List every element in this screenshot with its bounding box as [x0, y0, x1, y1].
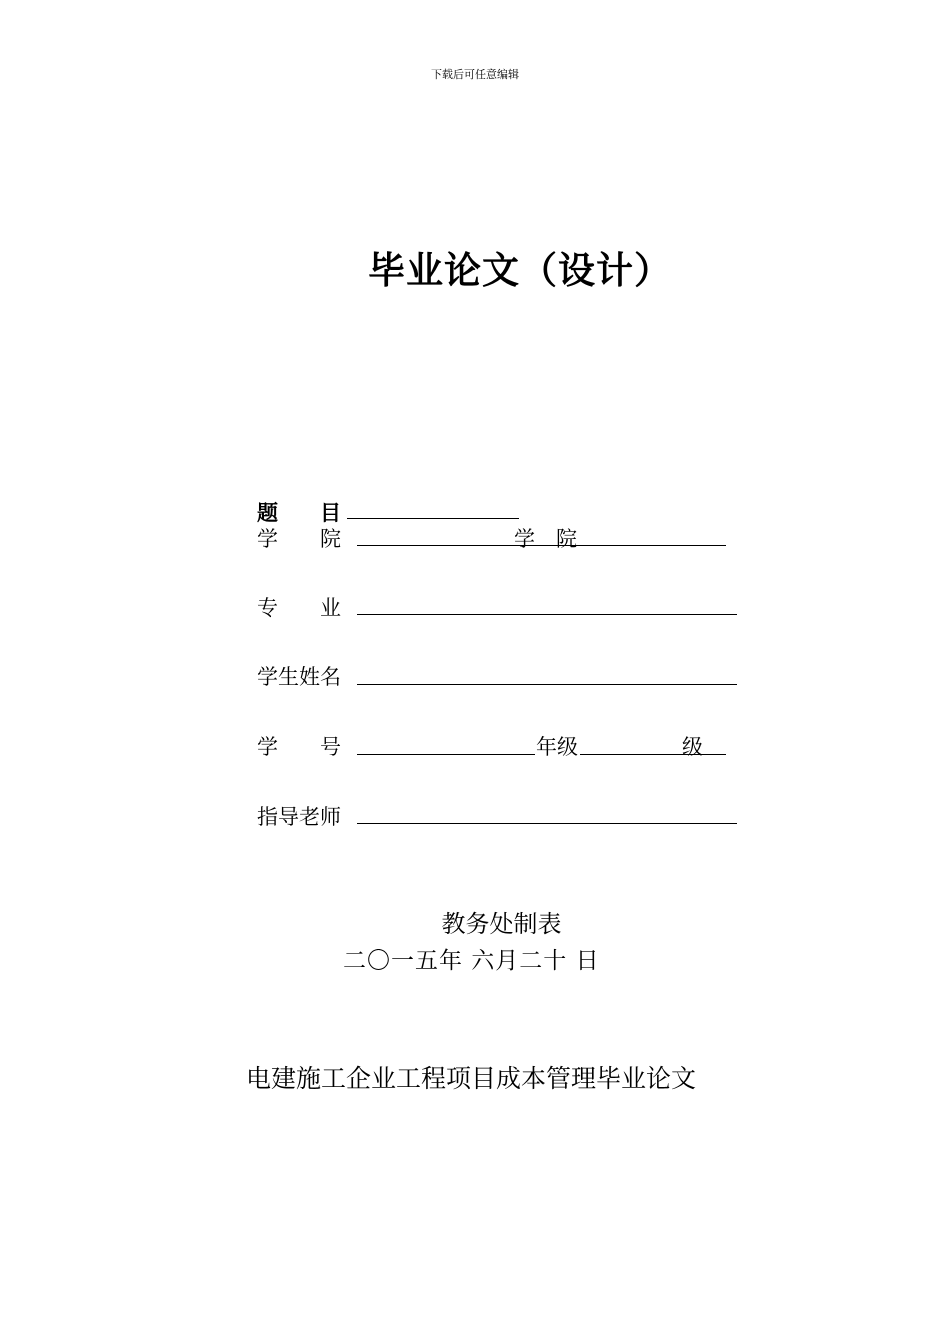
- issuer-label: 教务处制表: [441, 910, 562, 938]
- header-note: 下载后可任意编辑: [431, 68, 519, 81]
- topic-label: 题 目: [257, 500, 341, 525]
- topic-field-line[interactable]: [347, 518, 519, 519]
- grade-field-line[interactable]: [580, 754, 726, 755]
- student-id-label: 学 号: [257, 735, 341, 759]
- major-field-line[interactable]: [357, 614, 737, 615]
- college-field-line[interactable]: [357, 545, 726, 546]
- student-id-field-line[interactable]: [357, 754, 535, 755]
- major-label: 专 业: [257, 596, 341, 620]
- college-label: 学 院: [257, 527, 341, 551]
- student-name-field-line[interactable]: [357, 684, 737, 685]
- advisor-label: 指导老师: [257, 805, 341, 829]
- date-label: 二〇一五年 六月二十 日: [343, 948, 600, 974]
- advisor-field-line[interactable]: [357, 823, 737, 824]
- thesis-title: 电建施工企业工程项目成本管理毕业论文: [246, 1064, 697, 1093]
- grade-suffix: 级: [682, 735, 703, 759]
- student-name-label: 学生姓名: [257, 665, 341, 689]
- grade-label: 年级: [536, 735, 578, 759]
- main-title: 毕业论文（设计）: [368, 248, 672, 292]
- college-value: 学 院: [514, 527, 577, 551]
